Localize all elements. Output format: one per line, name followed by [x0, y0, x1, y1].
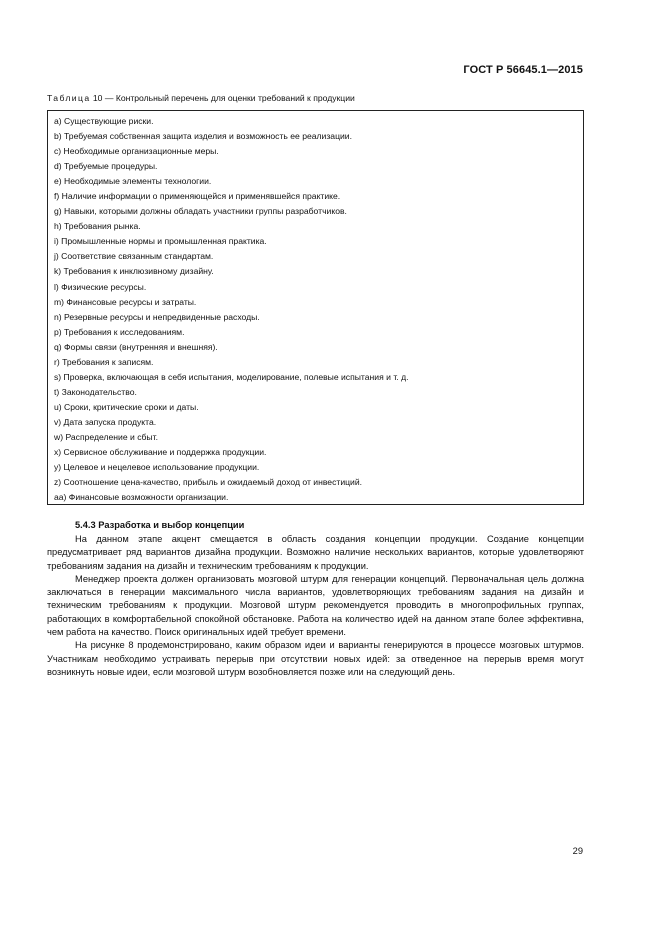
list-item: b) Требуемая собственная защита изделия и возможность ее реализации. [54, 131, 352, 142]
list-item: l) Физические ресурсы. [54, 281, 147, 292]
paragraph: На рисунке 8 продемонстрировано, каким образом идеи и варианты генерируются в процессе мозговых штурмов. Участникам необходимо устраивать перерыв при отсутствии новых идей: за отведенное на перерыв время могут возникнуть новые идеи, если мозговой штурм возобновляется позже или на следующий день. [47, 640, 584, 677]
list-item: g) Навыки, которыми должны обладать участники группы разработчиков. [54, 206, 347, 217]
section-body [47, 533, 584, 679]
checklist-table [47, 110, 584, 505]
list-item: e) Необходимые элементы технологии. [54, 176, 212, 187]
table-caption-label: Таблица [47, 93, 91, 103]
list-item: f) Наличие информации о применяющейся и применявшейся практике. [54, 191, 341, 202]
list-item: i) Промышленные нормы и промышленная практика. [54, 236, 267, 247]
list-item: q) Формы связи (внутренняя и внешняя). [54, 341, 218, 352]
list-item: x) Сервисное обслуживание и поддержка продукции. [54, 447, 267, 458]
checklist-list [48, 111, 583, 505]
paragraph: Менеджер проекта должен организовать мозговой штурм для генерации концепций. Первоначальная цель должна заключаться в генерации максимального числа вариантов, удовлетворяющих требованиям задания на дизайн и техническим требованиям к продукции. Мозговой штурм рекомендуется проводить в многопрофильных группах, работающих в комфортабельной спокойной обстановке. Работа на количество идей на данном этапе более эффективна, чем работа на качество. Поиск оригинальных идей требует времени. [47, 573, 584, 638]
list-item: k) Требования к инклюзивному дизайну. [54, 266, 214, 277]
list-item: j) Соответствие связанным стандартам. [54, 251, 214, 262]
document-code: ГОСТ Р 56645.1—2015 [463, 64, 583, 76]
list-item: y) Целевое и нецелевое использование продукции. [54, 462, 260, 473]
page-number: 29 [572, 846, 583, 856]
list-item: d) Требуемые процедуры. [54, 161, 158, 172]
list-item: v) Дата запуска продукта. [54, 416, 157, 427]
list-item: z) Соотношение цена-качество, прибыль и ожидаемый доход от инвестиций. [54, 477, 363, 488]
list-item: c) Необходимые организационные меры. [54, 146, 219, 157]
list-item: t) Законодательство. [54, 386, 137, 397]
list-item: m) Финансовые ресурсы и затраты. [54, 296, 197, 307]
table-caption-text: 10 — Контрольный перечень для оценки требований к продукции [90, 93, 355, 103]
list-item: w) Распределение и сбыт. [54, 431, 158, 442]
list-item: h) Требования рынка. [54, 221, 141, 232]
section-heading: 5.4.3 Разработка и выбор концепции [75, 520, 245, 530]
list-item: n) Резервные ресурсы и непредвиденные расходы. [54, 311, 260, 322]
list-item: a) Существующие риски. [54, 116, 154, 126]
table-caption [47, 93, 355, 103]
list-item: s) Проверка, включающая в себя испытания, моделирование, полевые испытания и т. д. [54, 371, 409, 382]
paragraph: На данном этапе акцент смещается в область создания концепции продукции. Создание концепции предусматривает ряд вариантов дизайна продукции. Возможно наличие нескольких вариантов, которые удовлетворяют требованиям задания на дизайн и техническим требованиям к продукции. [47, 534, 584, 571]
list-item: aa) Финансовые возможности организации. [54, 492, 229, 503]
list-item: u) Сроки, критические сроки и даты. [54, 401, 199, 412]
list-item: r) Требования к записям. [54, 356, 154, 367]
list-item: p) Требования к исследованиям. [54, 326, 185, 337]
